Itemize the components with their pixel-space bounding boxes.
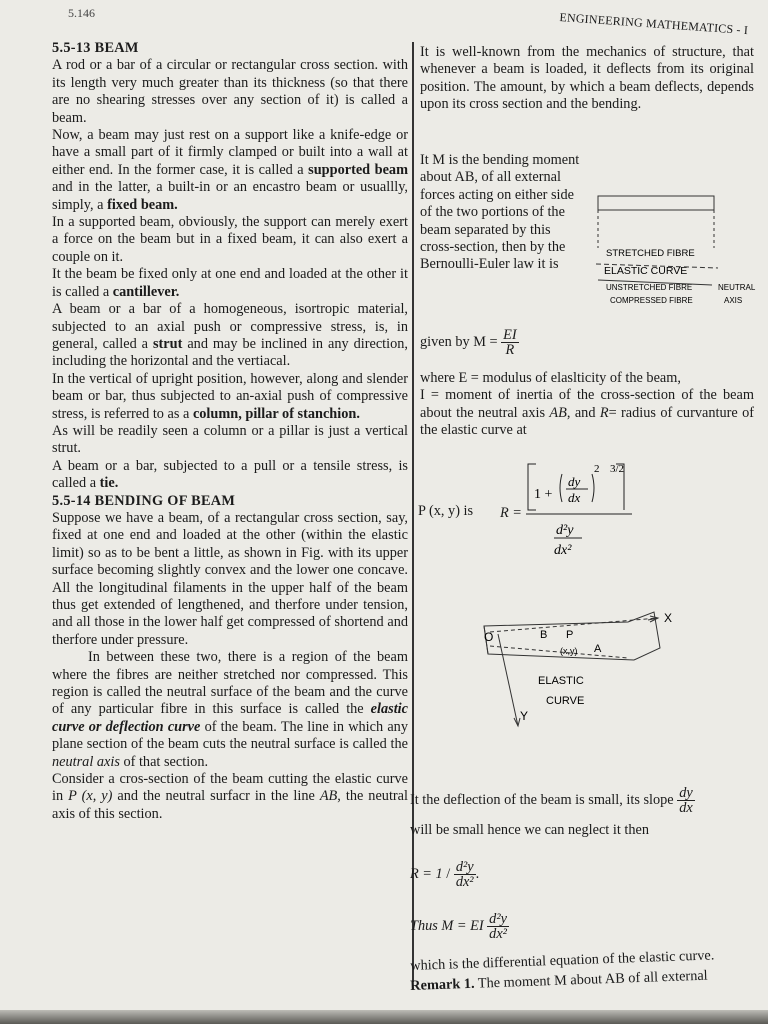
paragraph: It the beam be fixed only at one end and loaded at the other it is called a cantillever. xyxy=(52,266,408,300)
svg-text:O: O xyxy=(484,630,494,644)
svg-text:1 +: 1 + xyxy=(534,487,553,502)
curvature-equation xyxy=(520,458,640,568)
remark-text: Remark 1. The moment M about AB of all external xyxy=(410,967,708,994)
svg-text:3/2: 3/2 xyxy=(610,463,625,475)
svg-text:Y: Y xyxy=(520,709,529,723)
paragraph: A rod or a bar of a circular or rectangular cross section. with its length very much greater than its thickness (so that there are no shearing stresses over any section of it) is called a beam. xyxy=(52,57,408,126)
svg-text:dx: dx xyxy=(568,490,581,505)
paragraph: In a supported beam, obviously, the support can merely exert a force on the beam but in a fixed beam, it can also exert a couple on it. xyxy=(52,214,408,265)
svg-text:(x,y): (x,y) xyxy=(560,646,578,656)
paragraph: A beam or a bar of a homogeneous, isortropic material, subjected to an axial push or compressive stress, is, in general, called a strut and may be inclined in any direction, including the horizontal and the vertiacal. xyxy=(52,301,408,370)
svg-text:P: P xyxy=(566,629,574,641)
paragraph: In between these two, there is a region of the beam where the fibres are neither stretched nor compressed. This region is called the neutral surface of the beam and the curve of any particular fibre in this surface is called the elastic curve or deflection curve of the beam. The line in which any plane section of the beam cuts the neutral surface is called the neutral axis of that section. xyxy=(52,649,408,770)
running-header: ENGINEERING MATHEMATICS - I xyxy=(559,10,749,38)
differential-eq: Thus M = EI $\frac{\text{d²y}}{\text{dx²}}$ xyxy=(410,911,507,942)
column-divider xyxy=(412,42,414,982)
left-column xyxy=(52,40,408,823)
stretched-fibre-label: STRETCHED FIBRE xyxy=(606,248,695,259)
svg-text:d²y: d²y xyxy=(556,523,574,538)
compressed-fibre-label: COMPRESSED FIBRE xyxy=(610,296,693,305)
elastic-curve-label: ELASTIC CURVE xyxy=(604,265,688,277)
small-deflection-text: It the deflection of the beam is small, its slope $\frac{dy}{dx}$ xyxy=(410,785,693,816)
beam-fibre-figure xyxy=(592,192,758,312)
approx-curvature-eq: R = 1 / $\frac{\text{d²y}}{\text{dx²}}$ . xyxy=(410,859,480,890)
paragraph: Suppose we have a beam, of a rectangular cross section, say, fixed at one end and loaded at the other (within the elastic limit) so as to be bent a little, as shown in Fig. with its upper surface becoming slightly convex and the lower one concave. All the longitudinal filaments in the upper half of the beam thus get extended of lengthened, and therfore under tension, and all those in the lower half get compressed of shortend and therfore under pressure. xyxy=(52,509,408,648)
neglect-text: will be small hence we can neglect it then xyxy=(410,822,649,838)
svg-text:CURVE: CURVE xyxy=(546,695,585,707)
paragraph: Consider a cros-section of the beam cutting the elastic curve in P (x, y) and the neutral surfacr in the line AB, the neutral axis of this section. xyxy=(52,771,408,822)
svg-text:dx²: dx² xyxy=(554,543,572,558)
page-number: 5.146 xyxy=(68,6,95,20)
bernoulli-euler-paragraph: It M is the bending moment about AB, of all external forces acting on either side of the two portions of the beam separated by this cross-section, then by the Bernoulli-Euler law it is xyxy=(420,152,580,273)
right-intro xyxy=(420,44,754,114)
svg-text:2: 2 xyxy=(594,463,600,475)
section-heading-beam: 5.5-13 BEAM xyxy=(52,40,139,56)
bent-beam-figure xyxy=(478,608,688,728)
neutral-label: NEUTRAL xyxy=(718,283,756,292)
beam-top-face xyxy=(598,196,714,210)
definitions: where E = modulus of elaslticity of the beam, I = moment of inertia of the cross-section of the beam about the neutral axis AB, and R= radius of curvanture of the elastic curve at xyxy=(420,370,754,439)
svg-text:ELASTIC: ELASTIC xyxy=(538,675,584,687)
section-heading-bending: 5.5-14 BENDING OF BEAM xyxy=(52,492,236,509)
svg-text:A: A xyxy=(594,643,602,655)
svg-text:X: X xyxy=(664,611,673,625)
paragraph: As will be readily seen a column or a pillar is just a vertical strut. xyxy=(52,422,408,457)
paragraph: In the vertical of upright position, however, along and slender beam or bar, thus subjected to an-axial push of compressive stress, is referred to as a column, pillar of stanchion. xyxy=(52,370,408,422)
paragraph: It is well-known from the mechanics of structure, that whenever a beam is loaded, it deflects from its original position. The amount, by which a beam deflects, depends upon its cross section and the bending. xyxy=(420,44,754,113)
svg-text:B: B xyxy=(540,629,548,641)
unstretched-fibre-label: UNSTRETCHED FIBRE xyxy=(606,283,693,292)
moment-formula: given by M = $\frac{EI}{R}$ xyxy=(420,327,517,358)
paragraph: A beam or a bar, subjected to a pull or a tensile stress, is called a tie. xyxy=(52,457,408,492)
svg-text:dy: dy xyxy=(568,474,581,489)
paragraph: Now, a beam may just rest on a support like a knife-edge or have a small part of it firmly clamped or built into a wall at either end. In the former case, it is called a supported beam and in the latter, a built-in or an encastro beam or usuallly, simply, a fixed beam. xyxy=(52,127,408,213)
axis-label: AXIS xyxy=(724,296,743,305)
conclusion-text: which is the differential equation of the elastic curve. xyxy=(410,947,715,974)
eq-point-label: P (x, y) is xyxy=(418,503,474,519)
eq-R-label: R = xyxy=(500,505,522,521)
page-edge-shadow xyxy=(0,1010,768,1024)
